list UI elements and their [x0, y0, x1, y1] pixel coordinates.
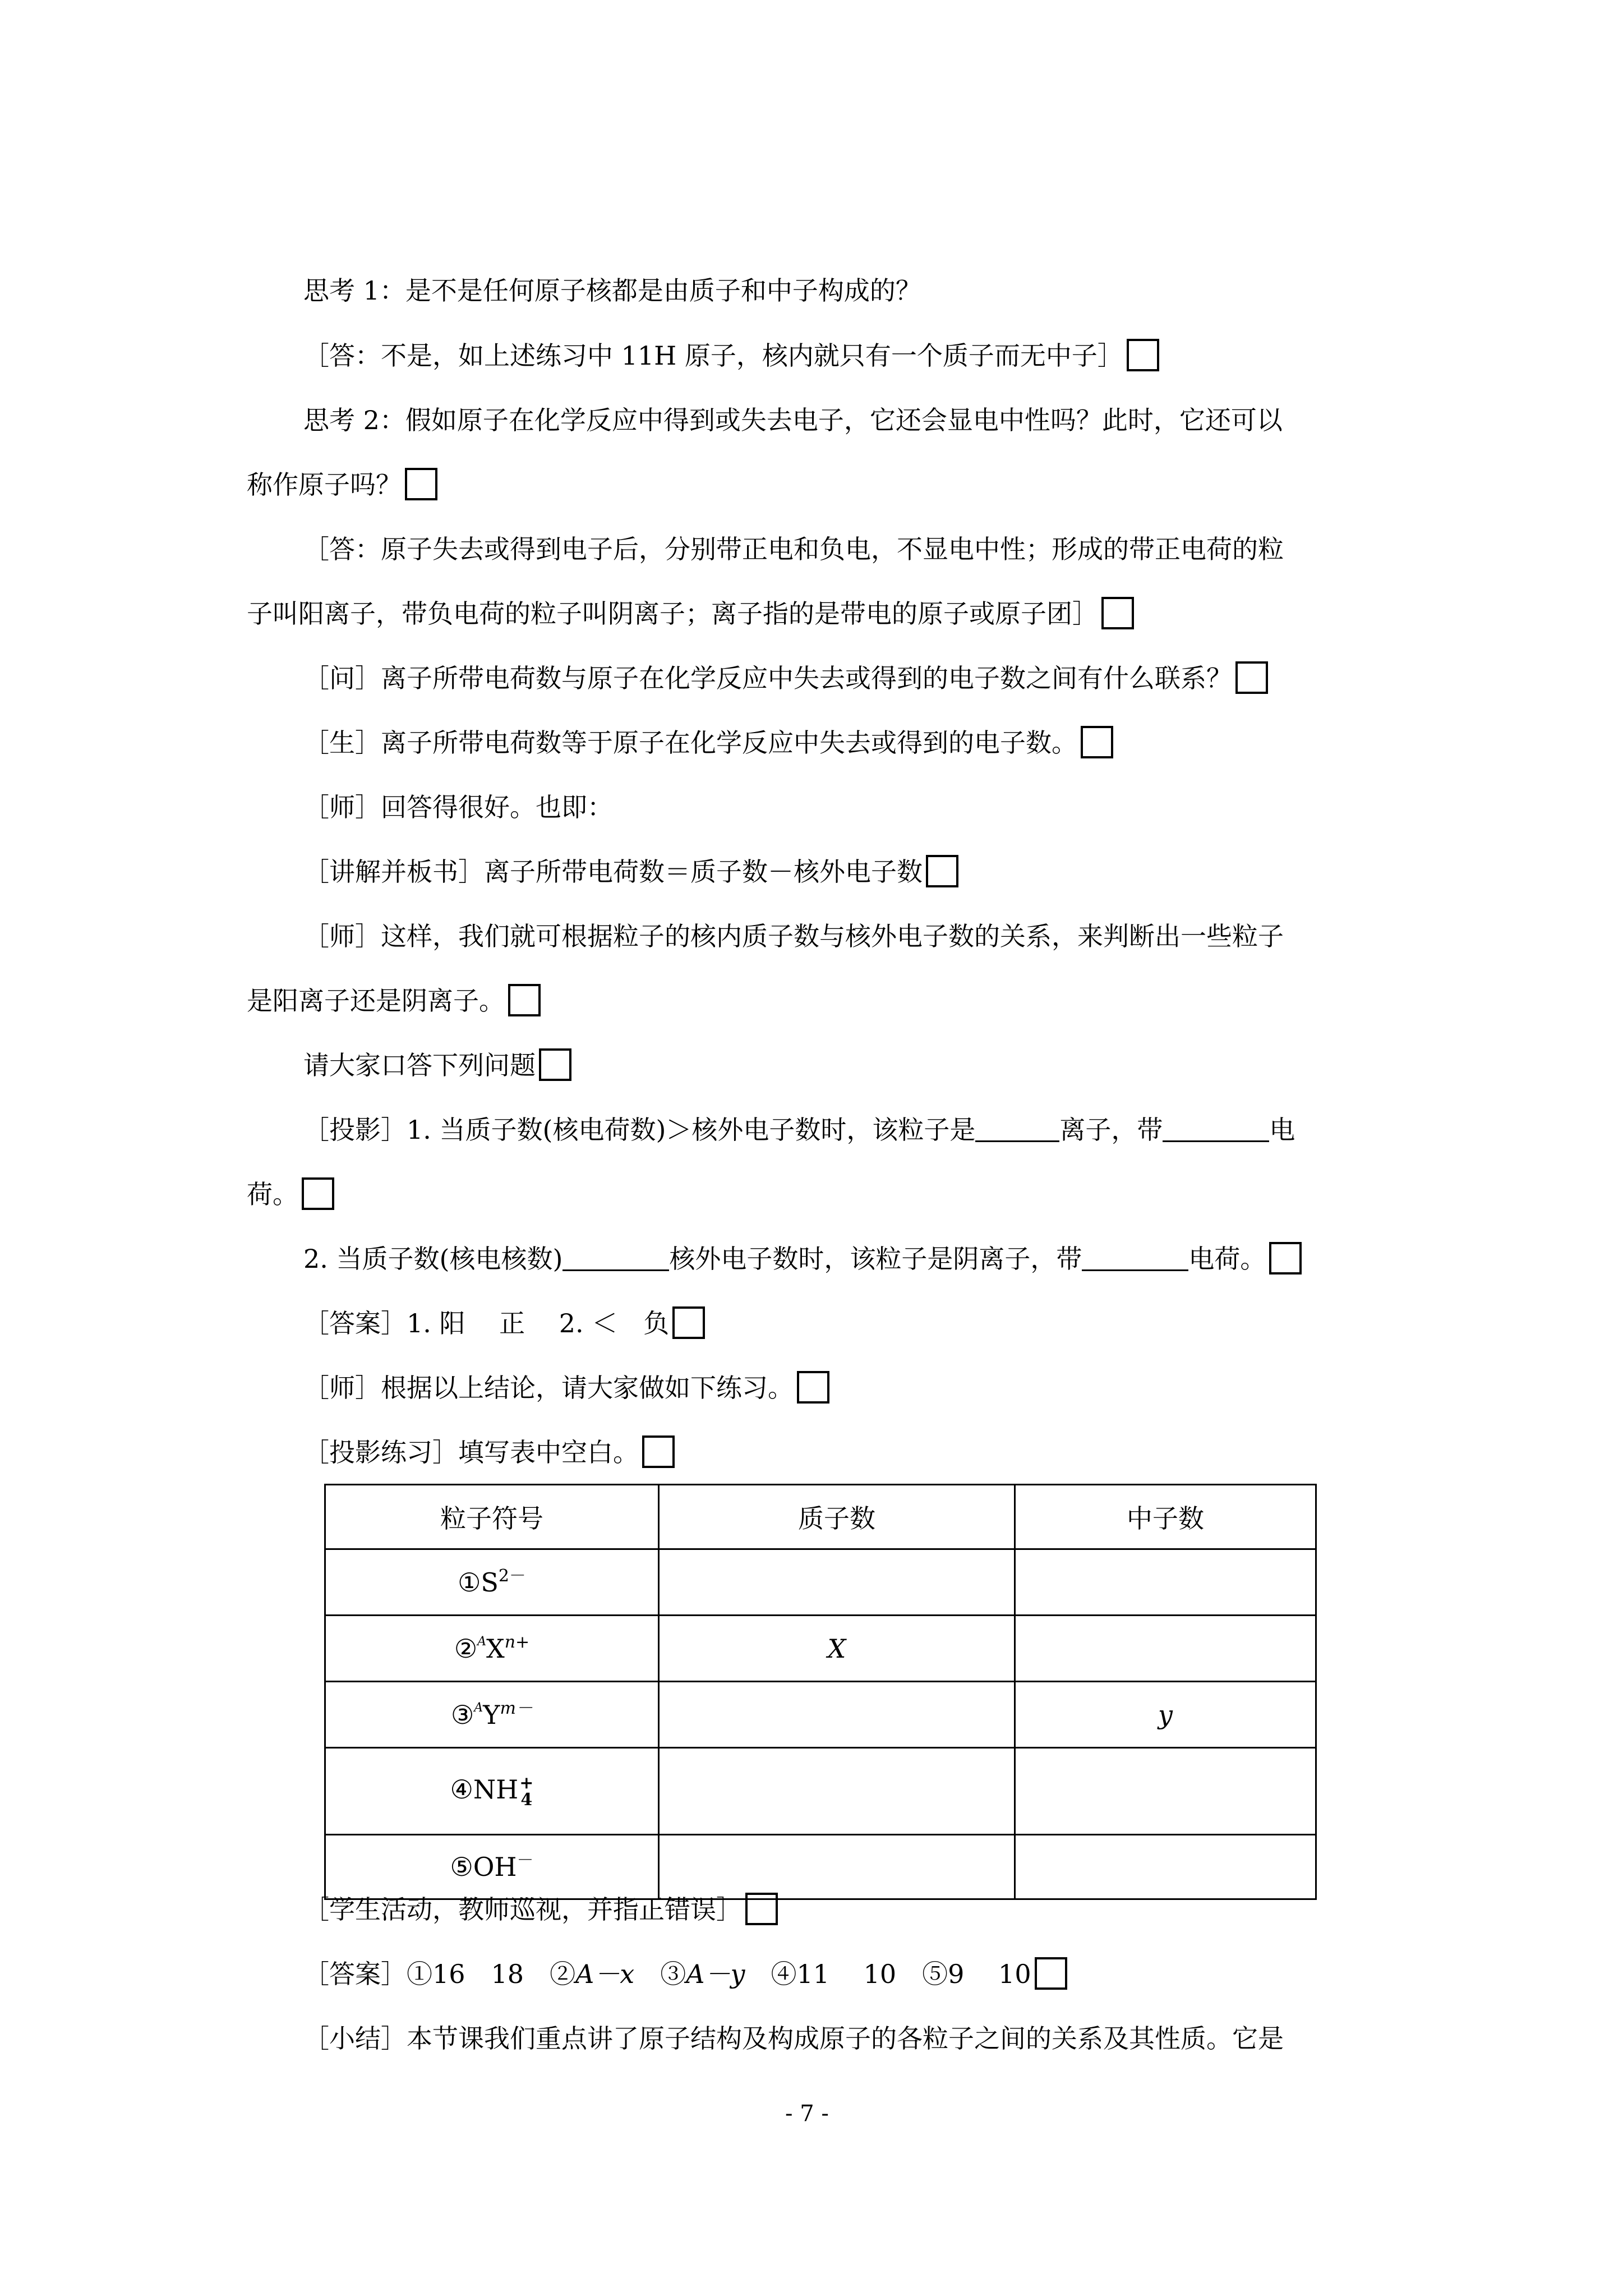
proj-line-3: 2. 当质子数(核电核数) 核外电子数时，该粒子是阴离子，带 电荷。	[303, 1241, 1302, 1276]
neutron-cell[interactable]	[1015, 1549, 1316, 1616]
proj-line-2: 荷。	[247, 1177, 334, 1212]
checkbox[interactable]	[1127, 339, 1159, 371]
header-protons: 质子数	[659, 1485, 1015, 1549]
checkbox[interactable]	[1235, 661, 1268, 694]
particle-symbol: ④NH+ 4	[325, 1748, 659, 1835]
proj-line-1: ［投影］1. 当质子数(核电荷数)＞核外电子数时，该粒子是 离子，带 电	[303, 1115, 1295, 1145]
fill-blank[interactable]	[1163, 1116, 1269, 1142]
checkbox[interactable]	[1101, 597, 1134, 629]
summary-line: ［小结］本节课我们重点讲了原子结构及构成原子的各粒子之间的关系及其性质。它是	[303, 2023, 1284, 2054]
para-line-9: ［师］回答得很好。也即：	[303, 792, 613, 822]
para-line-5: ［答：原子失去或得到电子后，分别带正电和负电，不显电中性；形成的带正电荷的粒	[303, 534, 1284, 564]
para-line-1: 思考 1：是不是任何原子核都是由质子和中子构成的？	[303, 275, 921, 306]
checkbox[interactable]	[508, 984, 541, 1016]
checkbox[interactable]	[405, 468, 437, 500]
table-row	[325, 1835, 1316, 1899]
teacher-line: ［师］根据以上结论，请大家做如下练习。	[303, 1370, 829, 1405]
checkbox[interactable]	[539, 1048, 571, 1081]
para-line-7: ［问］离子所带电荷数与原子在化学反应中失去或得到的电子数之间有什么联系？	[303, 661, 1268, 696]
checkbox[interactable]	[1081, 726, 1113, 758]
particle-symbol: $①S^{2-}$	[325, 1549, 659, 1616]
para-line-6: 子叫阳离子，带负电荷的粒子叫阴离子；离子指的是带电的原子或原子团］	[247, 596, 1134, 631]
table-row	[325, 1748, 1316, 1835]
proton-cell[interactable]	[659, 1682, 1015, 1748]
neutron-cell[interactable]	[1015, 1748, 1316, 1835]
proton-cell[interactable]	[659, 1748, 1015, 1835]
para-line-10: ［讲解并板书］离子所带电荷数＝质子数－核外电子数	[303, 854, 958, 889]
fill-blank[interactable]	[562, 1245, 669, 1271]
para-line-11: ［师］这样，我们就可根据粒子的核内质子数与核外电子数的关系，来判断出一些粒子	[303, 921, 1284, 951]
page-number: - 7 -	[785, 2101, 829, 2127]
para-line-4: 称作原子吗？	[247, 467, 437, 502]
header-symbol: 粒子符号	[325, 1485, 659, 1549]
particle-symbol: $③^AY^{m-}$	[325, 1682, 659, 1748]
exercise-line: ［投影练习］填写表中空白。	[303, 1435, 675, 1470]
checkbox[interactable]	[1269, 1242, 1302, 1274]
fill-blank[interactable]	[1082, 1245, 1188, 1271]
particle-symbol: ⑤OH－	[325, 1835, 659, 1899]
checkbox[interactable]	[1035, 1957, 1067, 1990]
table-row	[325, 1549, 1316, 1616]
neutron-cell[interactable]: y	[1015, 1682, 1316, 1748]
para-line-2: ［答：不是，如上述练习中 11H 原子，核内就只有一个质子而无中子］	[303, 338, 1159, 373]
particle-symbol: $②^AX^{n+}$	[325, 1616, 659, 1682]
checkbox[interactable]	[797, 1371, 829, 1404]
header-neutrons: 中子数	[1015, 1485, 1316, 1549]
checkbox[interactable]	[672, 1306, 705, 1339]
activity-line: ［学生活动，教师巡视，并指正错误］	[303, 1892, 778, 1927]
charge-stack: + 4	[519, 1773, 534, 1810]
para-line-13: 请大家口答下列问题	[303, 1048, 571, 1083]
checkbox[interactable]	[302, 1177, 334, 1210]
para-line-8: ［生］离子所带电荷数等于原子在化学反应中失去或得到的电子数。	[303, 725, 1113, 760]
neutron-cell[interactable]	[1015, 1616, 1316, 1682]
para-line-12: 是阳离子还是阴离子。	[247, 983, 541, 1018]
table-row	[325, 1682, 1316, 1748]
answer-line: ［答案］1. 阳 正 2. ＜ 负	[303, 1306, 705, 1341]
fill-blank[interactable]	[975, 1116, 1059, 1142]
table-header-row	[325, 1485, 1316, 1549]
neutron-cell[interactable]	[1015, 1835, 1316, 1899]
checkbox[interactable]	[745, 1893, 778, 1925]
para-line-3: 思考 2：假如原子在化学反应中得到或失去电子，它还会显电中性吗？此时，它还可以	[303, 405, 1283, 435]
checkbox[interactable]	[926, 855, 958, 887]
particle-table	[324, 1484, 1317, 1900]
checkbox[interactable]	[642, 1435, 675, 1468]
answer-table-line: ［答案］①16 18 ②A－x ③A－y ④11 10 ⑤9 10	[303, 1957, 1067, 1991]
proton-cell[interactable]	[659, 1549, 1015, 1616]
proton-cell[interactable]	[659, 1835, 1015, 1899]
proton-cell[interactable]: X	[659, 1616, 1015, 1682]
table-row	[325, 1616, 1316, 1682]
